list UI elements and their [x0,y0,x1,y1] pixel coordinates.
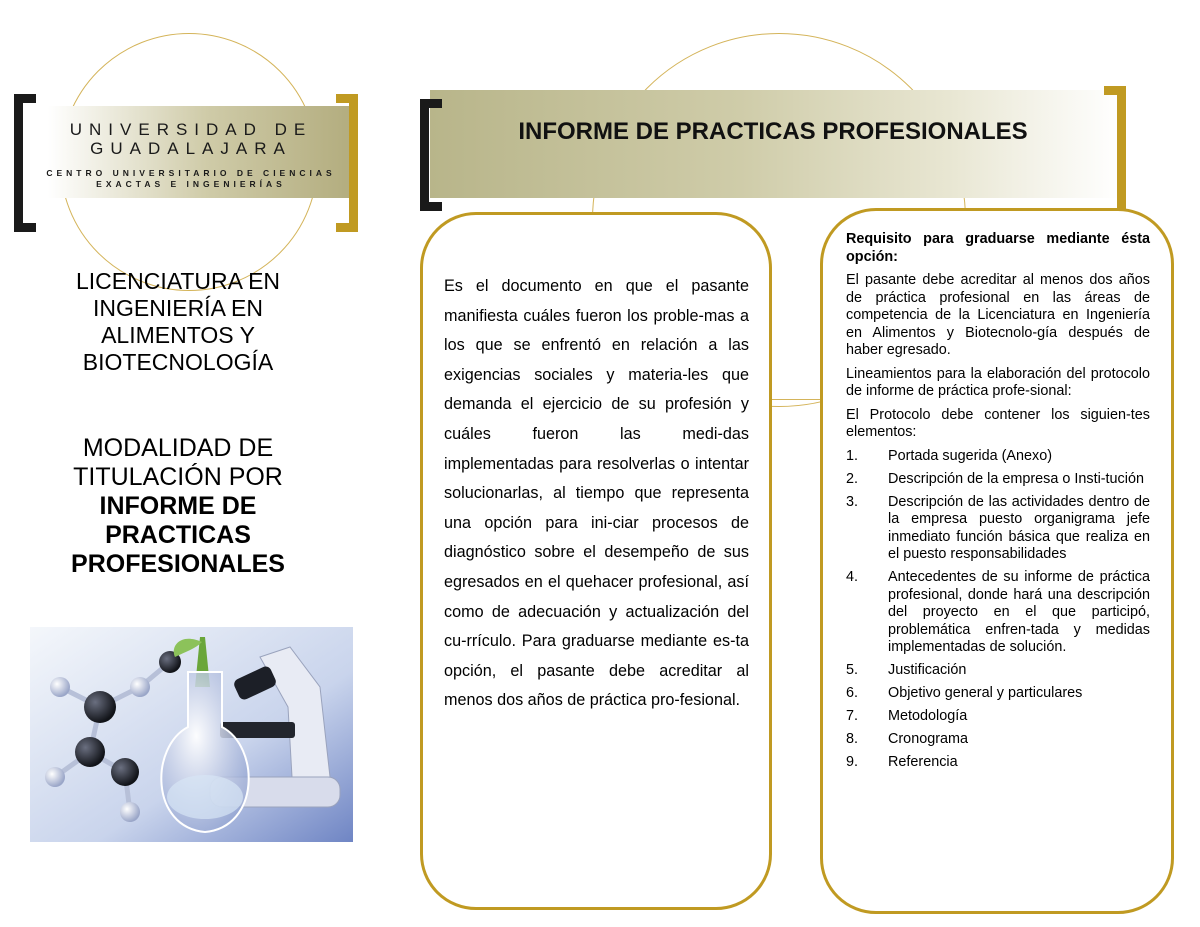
modality-prefix: MODALIDAD DE TITULACIÓN POR [73,434,283,491]
connector-line [770,399,825,400]
list-item [846,685,1150,703]
list-item-text: Referencia [888,754,958,770]
description-text: Es el documento en que el pasante manifiesta cuáles fueron los proble-mas a los que se enfrentó en relación a las exigencias sociales y materia-les que demanda el ejercicio de su profesión y cuáles fueron las medi-das implementadas para resolverlas o intentar solucionarlas, al tiempo que representa una opción para ini-ciar procesos de diagnóstico sobre el desempeño de sus egresados en el quehacer profesional, así como de adecuación y actualización del cu-rrículo. Para graduarse mediante es-ta opción, el pasante debe acreditar al menos dos años de práctica pro-fesional. [444,277,749,710]
list-item-text: Portada sugerida (Anexo) [888,447,1052,464]
bracket-right-gold [336,94,358,232]
list-item-number: 6. [846,685,859,701]
title-bracket-left-dark [420,99,442,211]
list-item-text: Antecedentes de su informe de práctica profesional, donde hará una descripción del proyecto en el que participó, problemática enfren-tada y medidas implementadas de solución. [888,569,1150,655]
list-item [846,708,1150,726]
university-center: CENTRO UNIVERSITARIO DE CIENCIAS EXACTAS E INGENIERÍAS [46,168,336,189]
modality-block [30,434,326,579]
list-item-text: Descripción de la empresa o Insti-tución [888,470,1144,487]
list-item [846,662,1150,680]
list-item-number: 2. [846,470,859,487]
main-title: INFORME DE PRACTICAS PROFESIONALES [518,118,1028,145]
list-item-number: 1. [846,447,859,464]
protocol-list [846,448,1150,772]
career-name: LICENCIATURA EN INGENIERÍA EN ALIMENTOS Y BIOTECNOLOGÍA [75,268,281,375]
list-item-number: 7. [846,708,859,724]
list-item-text: Metodología [888,708,968,724]
list-item-number: 5. [846,662,859,678]
requirements-content [846,231,1150,777]
list-item [846,494,1150,564]
list-item [846,448,1150,466]
protocol-intro: El Protocolo debe contener los siguien-tes elementos: [846,406,1150,440]
guidelines-heading: Lineamientos para la elaboración del protocolo de informe de práctica profe-sional: [846,365,1150,399]
university-name: UNIVERSIDAD DE GUADALAJARA [69,120,313,158]
list-item [846,569,1150,657]
list-item [846,731,1150,749]
list-item-number: 9. [846,754,859,770]
requirements-heading: Requisito para graduarse mediante ésta opción: [846,231,1150,265]
list-item-number: 8. [846,731,859,747]
title-bracket-right-gold [1104,86,1126,222]
list-item-number: 4. [846,569,859,585]
modality-name: INFORME DE PRACTICAS PROFESIONALES [71,492,285,578]
list-item-text: Justificación [888,662,967,678]
list-item-number: 3. [846,493,859,510]
list-item-text: Objetivo general y particulares [888,685,1083,701]
bracket-left-dark [14,94,36,232]
list-item-text: Descripción de las actividades dentro de la empresa puesto organigrama jefe inmediato función básica que realiza en el puesto responsabilidades [888,493,1150,562]
requirement-text: El pasante debe acreditar al menos dos años de práctica profesional en las áreas de competencia de la Licenciatura en Ingeniería en Alimentos y Biotecnolo-gía después de haber egresado. [846,272,1150,358]
lab-image [30,627,353,842]
list-item [846,471,1150,489]
list-item-text: Cronograma [888,731,968,747]
list-item [846,754,1150,772]
